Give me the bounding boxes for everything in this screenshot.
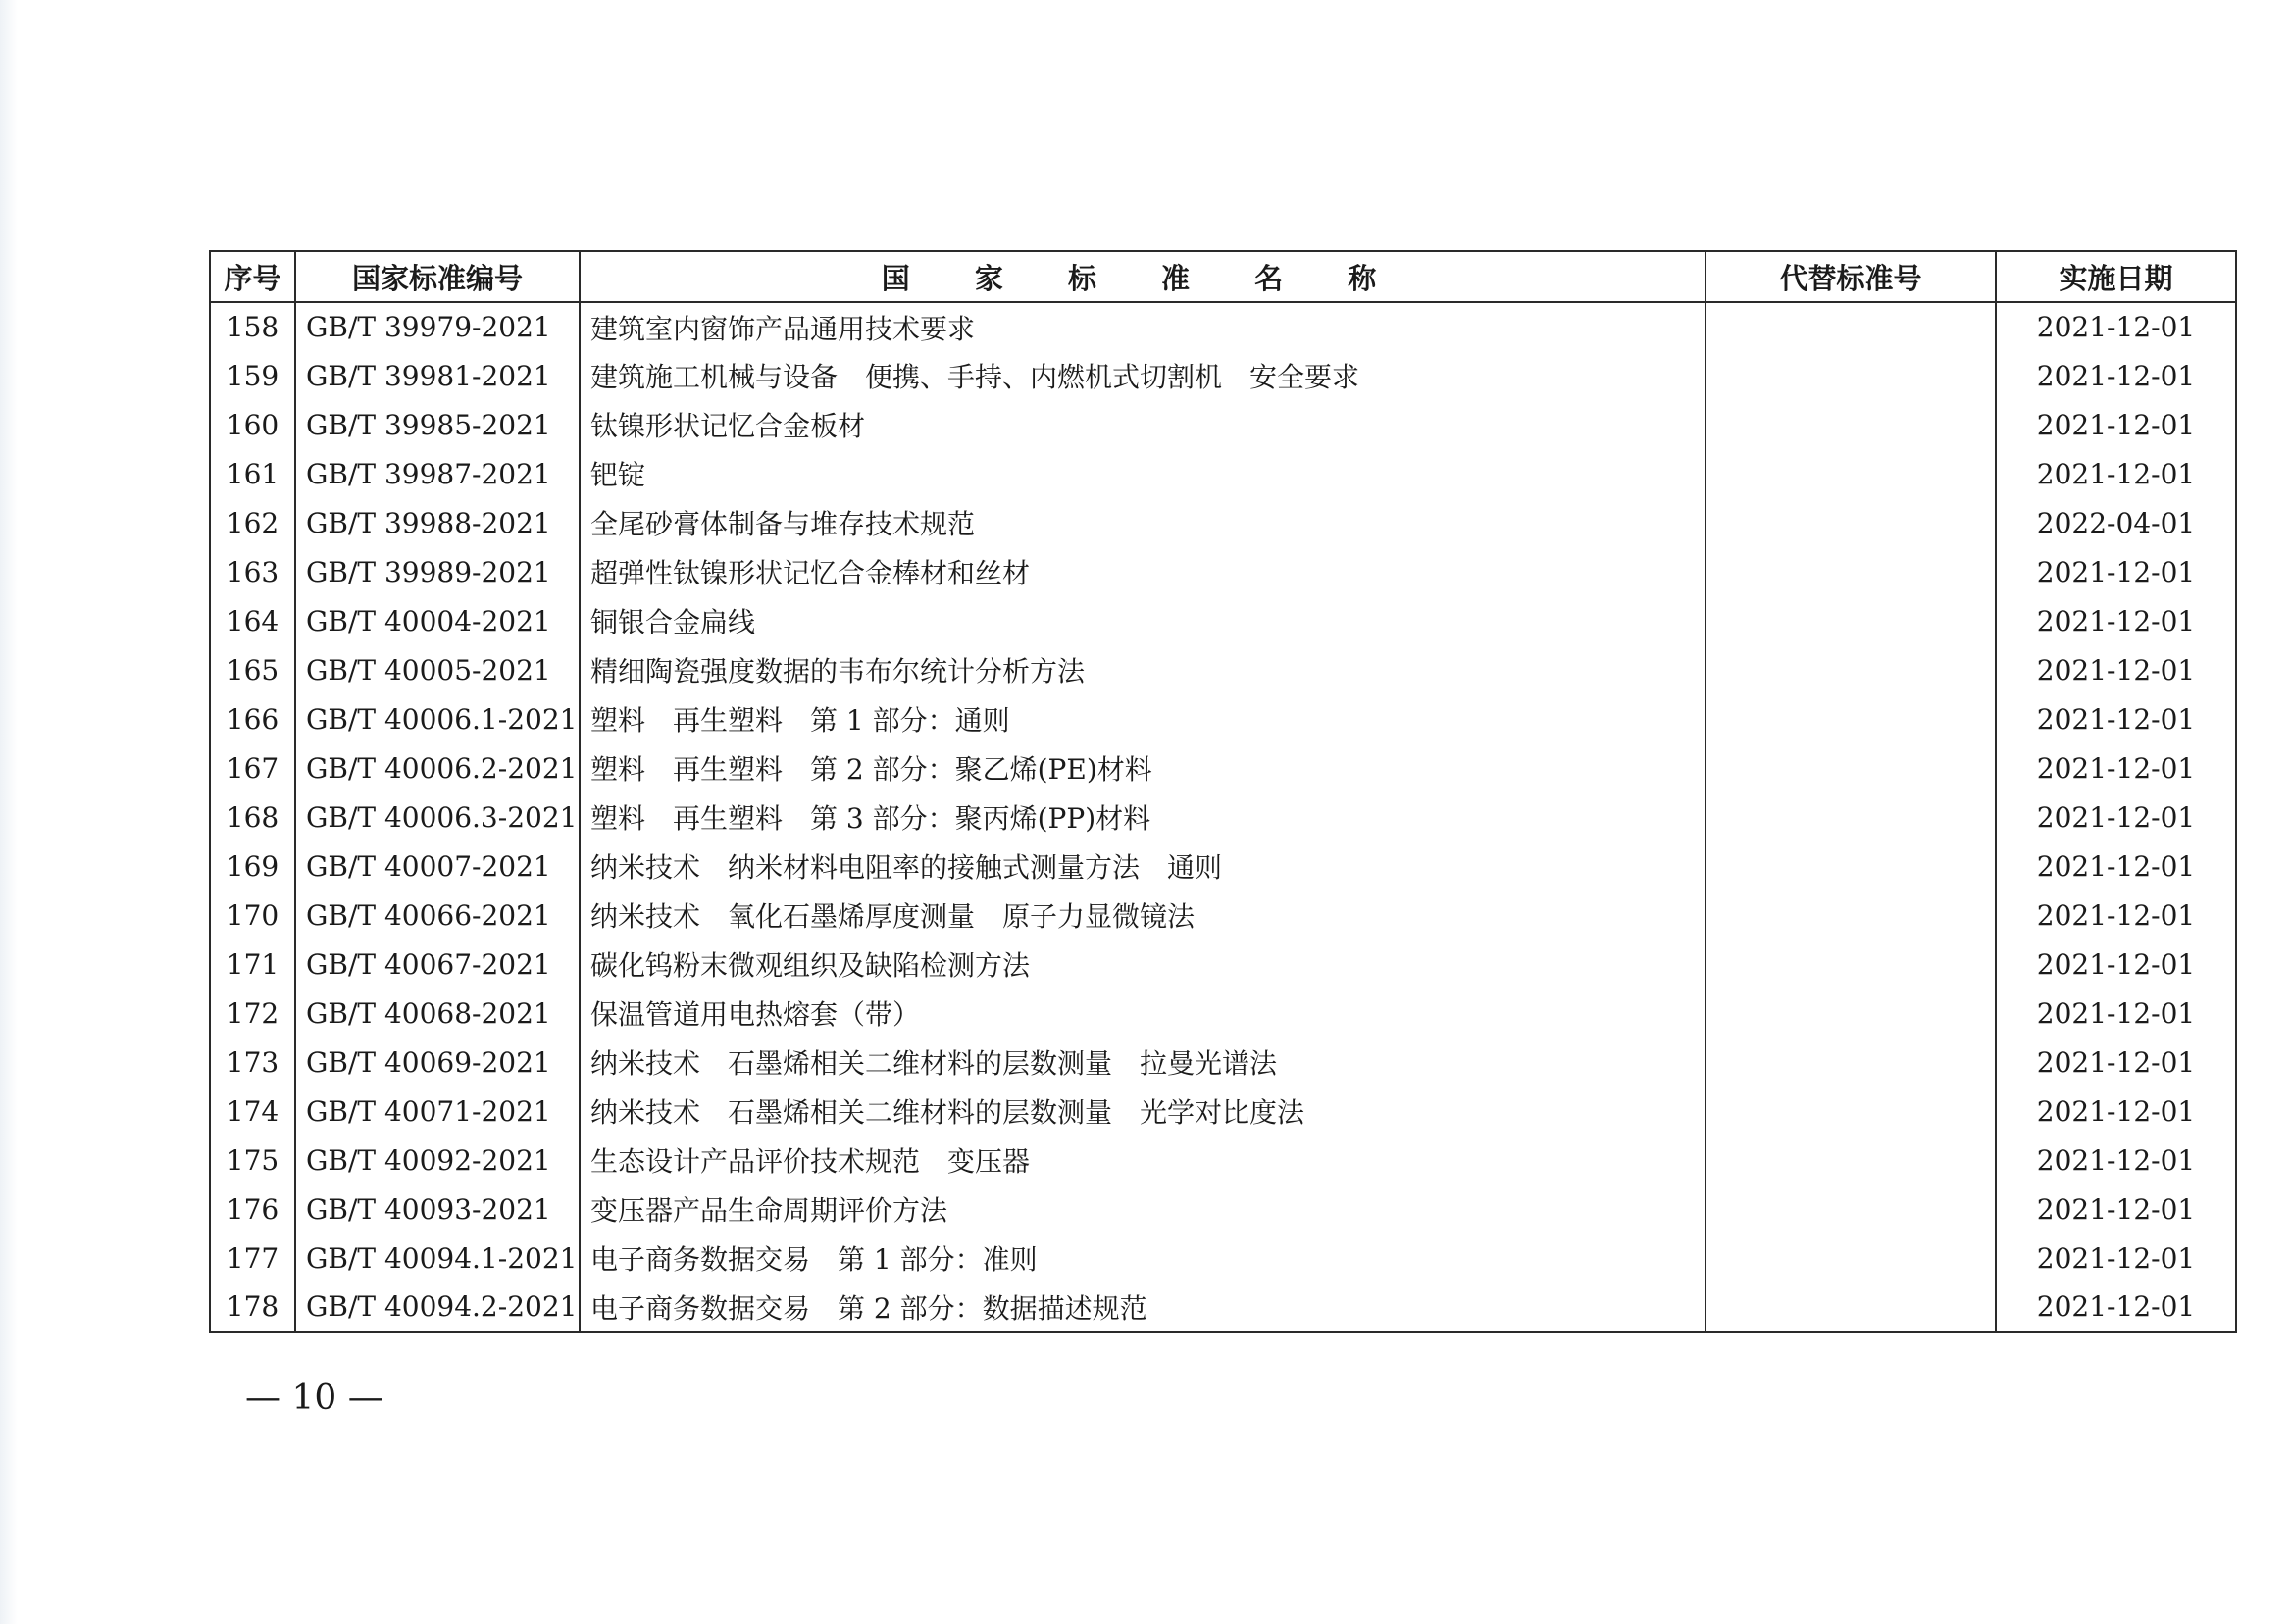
cell-date: 2021-12-01 bbox=[1996, 890, 2236, 939]
cell-replaced bbox=[1706, 351, 1996, 400]
header-name: 国 家 标 准 名 称 bbox=[580, 251, 1706, 302]
cell-code: GB/T 40071-2021 bbox=[295, 1087, 580, 1136]
cell-code: GB/T 39979-2021 bbox=[295, 302, 580, 351]
cell-code: GB/T 39987-2021 bbox=[295, 449, 580, 498]
table-row bbox=[210, 449, 2236, 498]
header-code: 国家标准编号 bbox=[295, 251, 580, 302]
cell-code: GB/T 40007-2021 bbox=[295, 841, 580, 890]
cell-code: GB/T 40069-2021 bbox=[295, 1038, 580, 1087]
cell-name: 钯锭 bbox=[580, 449, 1706, 498]
page-edge-shadow bbox=[0, 0, 18, 1624]
cell-name: 电子商务数据交易 第 1 部分：准则 bbox=[580, 1234, 1706, 1283]
cell-seq: 161 bbox=[210, 449, 295, 498]
cell-name: 电子商务数据交易 第 2 部分：数据描述规范 bbox=[580, 1283, 1706, 1332]
cell-replaced bbox=[1706, 498, 1996, 547]
cell-name: 建筑施工机械与设备 便携、手持、内燃机式切割机 安全要求 bbox=[580, 351, 1706, 400]
cell-date: 2021-12-01 bbox=[1996, 1185, 2236, 1234]
cell-seq: 172 bbox=[210, 989, 295, 1038]
cell-replaced bbox=[1706, 302, 1996, 351]
cell-code: GB/T 39981-2021 bbox=[295, 351, 580, 400]
table-row bbox=[210, 1136, 2236, 1185]
cell-name: 碳化钨粉末微观组织及缺陷检测方法 bbox=[580, 939, 1706, 989]
cell-seq: 171 bbox=[210, 939, 295, 989]
cell-seq: 169 bbox=[210, 841, 295, 890]
cell-seq: 176 bbox=[210, 1185, 295, 1234]
table-row bbox=[210, 547, 2236, 596]
cell-name: 超弹性钛镍形状记忆合金棒材和丝材 bbox=[580, 547, 1706, 596]
table-row bbox=[210, 694, 2236, 743]
cell-replaced bbox=[1706, 400, 1996, 449]
cell-replaced bbox=[1706, 1283, 1996, 1332]
cell-date: 2021-12-01 bbox=[1996, 1087, 2236, 1136]
cell-date: 2022-04-01 bbox=[1996, 498, 2236, 547]
cell-name: 钛镍形状记忆合金板材 bbox=[580, 400, 1706, 449]
table-row bbox=[210, 841, 2236, 890]
cell-name: 纳米技术 石墨烯相关二维材料的层数测量 光学对比度法 bbox=[580, 1087, 1706, 1136]
cell-seq: 165 bbox=[210, 645, 295, 694]
cell-seq: 166 bbox=[210, 694, 295, 743]
cell-code: GB/T 40006.1-2021 bbox=[295, 694, 580, 743]
cell-code: GB/T 40006.3-2021 bbox=[295, 792, 580, 841]
cell-date: 2021-12-01 bbox=[1996, 792, 2236, 841]
cell-replaced bbox=[1706, 989, 1996, 1038]
cell-date: 2021-12-01 bbox=[1996, 989, 2236, 1038]
table-row bbox=[210, 1038, 2236, 1087]
cell-code: GB/T 40005-2021 bbox=[295, 645, 580, 694]
cell-seq: 168 bbox=[210, 792, 295, 841]
cell-replaced bbox=[1706, 1185, 1996, 1234]
table-row bbox=[210, 792, 2236, 841]
cell-code: GB/T 40067-2021 bbox=[295, 939, 580, 989]
cell-code: GB/T 39985-2021 bbox=[295, 400, 580, 449]
cell-name: 变压器产品生命周期评价方法 bbox=[580, 1185, 1706, 1234]
cell-date: 2021-12-01 bbox=[1996, 302, 2236, 351]
cell-replaced bbox=[1706, 449, 1996, 498]
cell-seq: 174 bbox=[210, 1087, 295, 1136]
cell-replaced bbox=[1706, 1038, 1996, 1087]
cell-name: 纳米技术 氧化石墨烯厚度测量 原子力显微镜法 bbox=[580, 890, 1706, 939]
table-row bbox=[210, 302, 2236, 351]
cell-replaced bbox=[1706, 645, 1996, 694]
cell-date: 2021-12-01 bbox=[1996, 841, 2236, 890]
cell-name: 纳米技术 纳米材料电阻率的接触式测量方法 通则 bbox=[580, 841, 1706, 890]
table-header bbox=[210, 251, 2236, 302]
cell-seq: 170 bbox=[210, 890, 295, 939]
cell-replaced bbox=[1706, 1136, 1996, 1185]
cell-seq: 173 bbox=[210, 1038, 295, 1087]
cell-date: 2021-12-01 bbox=[1996, 1283, 2236, 1332]
cell-replaced bbox=[1706, 694, 1996, 743]
cell-name: 生态设计产品评价技术规范 变压器 bbox=[580, 1136, 1706, 1185]
cell-date: 2021-12-01 bbox=[1996, 645, 2236, 694]
standards-table bbox=[209, 250, 2237, 1333]
cell-name: 全尾砂膏体制备与堆存技术规范 bbox=[580, 498, 1706, 547]
cell-code: GB/T 40094.1-2021 bbox=[295, 1234, 580, 1283]
cell-date: 2021-12-01 bbox=[1996, 596, 2236, 645]
cell-replaced bbox=[1706, 841, 1996, 890]
header-date: 实施日期 bbox=[1996, 251, 2236, 302]
cell-name: 精细陶瓷强度数据的韦布尔统计分析方法 bbox=[580, 645, 1706, 694]
cell-date: 2021-12-01 bbox=[1996, 1038, 2236, 1087]
cell-replaced bbox=[1706, 547, 1996, 596]
cell-replaced bbox=[1706, 1234, 1996, 1283]
table-row bbox=[210, 743, 2236, 792]
cell-code: GB/T 40006.2-2021 bbox=[295, 743, 580, 792]
table-row bbox=[210, 351, 2236, 400]
cell-seq: 175 bbox=[210, 1136, 295, 1185]
cell-name: 塑料 再生塑料 第 1 部分：通则 bbox=[580, 694, 1706, 743]
cell-date: 2021-12-01 bbox=[1996, 449, 2236, 498]
table-row bbox=[210, 498, 2236, 547]
cell-seq: 167 bbox=[210, 743, 295, 792]
cell-seq: 158 bbox=[210, 302, 295, 351]
table-row bbox=[210, 400, 2236, 449]
table-row bbox=[210, 1283, 2236, 1332]
cell-date: 2021-12-01 bbox=[1996, 694, 2236, 743]
table-row bbox=[210, 989, 2236, 1038]
table-row bbox=[210, 890, 2236, 939]
cell-name: 塑料 再生塑料 第 2 部分：聚乙烯(PE)材料 bbox=[580, 743, 1706, 792]
cell-seq: 164 bbox=[210, 596, 295, 645]
cell-name: 铜银合金扁线 bbox=[580, 596, 1706, 645]
cell-date: 2021-12-01 bbox=[1996, 351, 2236, 400]
table-body bbox=[210, 302, 2236, 1332]
cell-name: 纳米技术 石墨烯相关二维材料的层数测量 拉曼光谱法 bbox=[580, 1038, 1706, 1087]
cell-replaced bbox=[1706, 792, 1996, 841]
table-row bbox=[210, 939, 2236, 989]
cell-code: GB/T 39988-2021 bbox=[295, 498, 580, 547]
cell-date: 2021-12-01 bbox=[1996, 547, 2236, 596]
table-row bbox=[210, 1234, 2236, 1283]
table-row bbox=[210, 645, 2236, 694]
page-number: — 10 — bbox=[245, 1378, 383, 1418]
cell-seq: 162 bbox=[210, 498, 295, 547]
table-row bbox=[210, 596, 2236, 645]
cell-seq: 177 bbox=[210, 1234, 295, 1283]
cell-code: GB/T 40093-2021 bbox=[295, 1185, 580, 1234]
cell-replaced bbox=[1706, 596, 1996, 645]
cell-replaced bbox=[1706, 1087, 1996, 1136]
header-seq: 序号 bbox=[210, 251, 295, 302]
cell-date: 2021-12-01 bbox=[1996, 743, 2236, 792]
cell-name: 保温管道用电热熔套（带） bbox=[580, 989, 1706, 1038]
cell-code: GB/T 40066-2021 bbox=[295, 890, 580, 939]
cell-date: 2021-12-01 bbox=[1996, 1136, 2236, 1185]
cell-replaced bbox=[1706, 939, 1996, 989]
table-row bbox=[210, 1087, 2236, 1136]
cell-code: GB/T 40068-2021 bbox=[295, 989, 580, 1038]
cell-seq: 178 bbox=[210, 1283, 295, 1332]
cell-replaced bbox=[1706, 890, 1996, 939]
cell-seq: 163 bbox=[210, 547, 295, 596]
cell-date: 2021-12-01 bbox=[1996, 939, 2236, 989]
cell-seq: 160 bbox=[210, 400, 295, 449]
cell-code: GB/T 39989-2021 bbox=[295, 547, 580, 596]
cell-code: GB/T 40092-2021 bbox=[295, 1136, 580, 1185]
cell-name: 塑料 再生塑料 第 3 部分：聚丙烯(PP)材料 bbox=[580, 792, 1706, 841]
cell-code: GB/T 40094.2-2021 bbox=[295, 1283, 580, 1332]
cell-date: 2021-12-01 bbox=[1996, 1234, 2236, 1283]
cell-replaced bbox=[1706, 743, 1996, 792]
cell-seq: 159 bbox=[210, 351, 295, 400]
header-replaced: 代替标准号 bbox=[1706, 251, 1996, 302]
cell-code: GB/T 40004-2021 bbox=[295, 596, 580, 645]
cell-date: 2021-12-01 bbox=[1996, 400, 2236, 449]
cell-name: 建筑室内窗饰产品通用技术要求 bbox=[580, 302, 1706, 351]
table-row bbox=[210, 1185, 2236, 1234]
header-row bbox=[210, 251, 2236, 302]
